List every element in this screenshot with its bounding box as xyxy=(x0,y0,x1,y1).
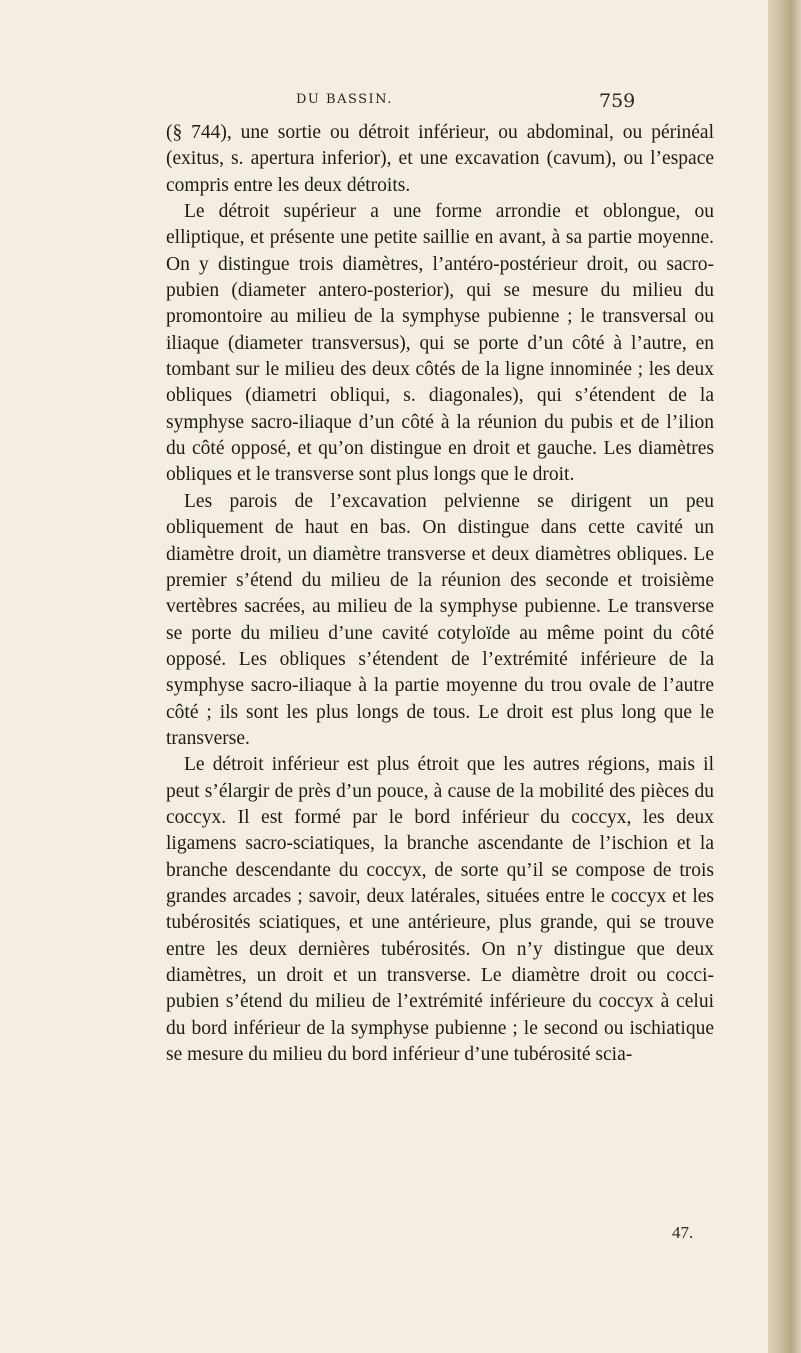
paragraph: Le détroit supérieur a une forme arrondie et oblongue, ou elliptique, et présente une petite saillie en avant, à sa partie moyenne. On y distingue trois diamètres, l’antéro-postérieur droit, ou sacro-pubien (diameter antero-posterior), qui se mesure du milieu du promontoire au milieu de la symphyse pubienne ; le transversal ou iliaque (diameter transversus), qui se porte d’un côté à l’autre, en tombant sur le milieu des deux côtés de la ligne innominée ; les deux obliques (diametri obliqui, s. diagonales), qui s’étendent de la symphyse sacro-iliaque d’un côté à la réunion du pubis et de l’ilion du côté opposé, et qu’on distingue en droit et gauche. Les diamètres obliques et le transverse sont plus longs que le droit. xyxy=(166,201,714,486)
body-text xyxy=(166,120,714,1068)
running-title: DU BASSIN. xyxy=(296,92,393,107)
page-number: 759 xyxy=(599,90,636,112)
page-header xyxy=(0,92,768,118)
paragraph: Les parois de l’excavation pelvienne se dirigent un peu obliquement de haut en bas. On distingue dans cette cavité un diamètre droit, un diamètre transverse et deux diamètres obliques. Le premier s’étend du milieu de la réunion des seconde et troisième vertèbres sacrées, au milieu de la symphyse pubienne. Le transverse se porte du milieu d’une cavité cotyloïde au même point du côté opposé. Les obliques s’étendent de l’extrémité inférieure de la symphyse sacro-iliaque à la partie moyenne du trou ovale de l’autre côté ; ils sont les plus longs de tous. Le droit est plus long que le transverse. xyxy=(166,490,714,749)
paragraph: Le détroit inférieur est plus étroit que les autres régions, mais il peut s’élargir de près d’un pouce, à cause de la mobilité des pièces du coccyx. Il est formé par le bord inférieur du coccyx, les deux ligamens sacro-sciatiques, la branche ascendante de l’ischion et la branche descendante du coccyx, de sorte qu’il se compose de trois grandes arcades ; savoir, deux latérales, situées entre le coccyx et les tubérosités sciatiques, et une antérieure, plus grande, qui se trouve entre les deux dernières tubérosités. On n’y distingue que deux diamètres, un droit et un transverse. Le diamètre droit ou cocci-pubien s’étend du milieu de l’extrémité inférieure du coccyx à celui du bord inférieur de la symphyse pubienne ; le second ou ischiatique se mesure du milieu du bord inférieur d’une tubérosité scia- xyxy=(166,754,714,1066)
signature-mark: 47. xyxy=(672,1223,694,1242)
paragraph: (§ 744), une sortie ou détroit inférieur, ou abdominal, ou périnéal (exitus, s. apertura inferior), et une excavation (cavum), ou l’espace compris entre les deux détroits. xyxy=(166,122,714,196)
page-edge xyxy=(768,0,801,1353)
